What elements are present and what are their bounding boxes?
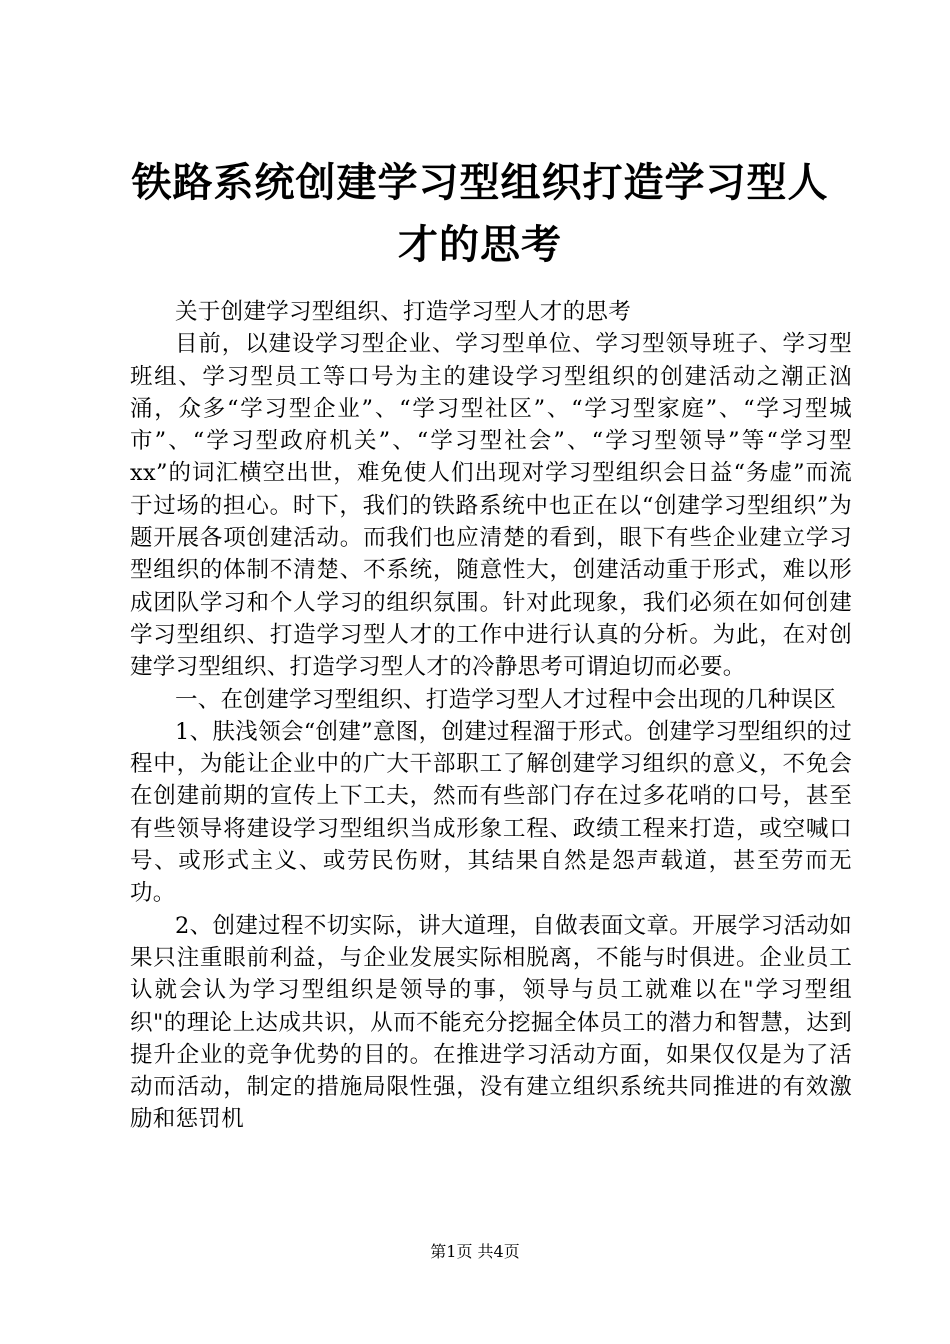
page-number-footer: 第1页 共4页: [430, 1242, 520, 1261]
paragraph-intro: 目前，以建设学习型企业、学习型单位、学习型领导班子、学习型班组、学习型员工等口号为主的建设学习型组织的创建活动之潮正汹涌，众多“学习型企业”、“学习型社区”、“学习型家庭”、“学习型城市”、“学习型政府机关”、“学习型社会”、“学习型领导”等“学习型xx”的词汇横空出世，难免使人们出现对学习型组织会日益“务虚”而流于过场的担心。时下，我们的铁路系统中也正在以“创建学习型组织”为题开展各项创建活动。而我们也应清楚的看到，眼下有些企业建立学习型组织的体制不清楚、不系统，随意性大，创建活动重于形式，难以形成团队学习和个人学习的组织氛围。针对此现象，我们必须在如何创建学习型组织、打造学习型人才的工作中进行认真的分析。为此，在对创建学习型组织、打造学习型人才的冷静思考可谓迫切而必要。: [130, 331, 852, 681]
document-body: [130, 296, 852, 1136]
paragraph-point-1: 1、肤浅领会“创建”意图，创建过程溜于形式。创建学习型组织的过程中，为能让企业中的广大干部职工了解创建学习组织的意义，不免会在创建前期的宣传上下工夫，然而有些部门存在过多花哨的口号，甚至有些领导将建设学习型组织当成形象工程、政绩工程来打造，或空喊口号、或形式主义、或劳民伤财，其结果自然是怨声载道，甚至劳而无功。: [130, 718, 852, 907]
paragraph-subtitle: 关于创建学习型组织、打造学习型人才的思考: [175, 299, 632, 325]
paragraph-point-2: 2、创建过程不切实际，讲大道理，自做表面文章。开展学习活动如果只注重眼前利益，与企业发展实际相脱离，不能与时俱进。企业员工认就会认为学习型组织是领导的事，领导与员工就难以在"学习型组织"的理论上达成共识，从而不能充分挖掘全体员工的潜力和智慧，达到提升企业的竞争优势的目的。在推进学习活动方面，如果仅仅是为了活动而活动，制定的措施局限性强，没有建立组织系统共同推进的有效激励和惩罚机: [130, 912, 852, 1133]
document-title: 铁路系统创建学习型组织打造学习型人才的思考: [131, 159, 829, 268]
paragraph-section-heading: 一、在创建学习型组织、打造学习型人才过程中会出现的几种误区: [175, 686, 837, 713]
